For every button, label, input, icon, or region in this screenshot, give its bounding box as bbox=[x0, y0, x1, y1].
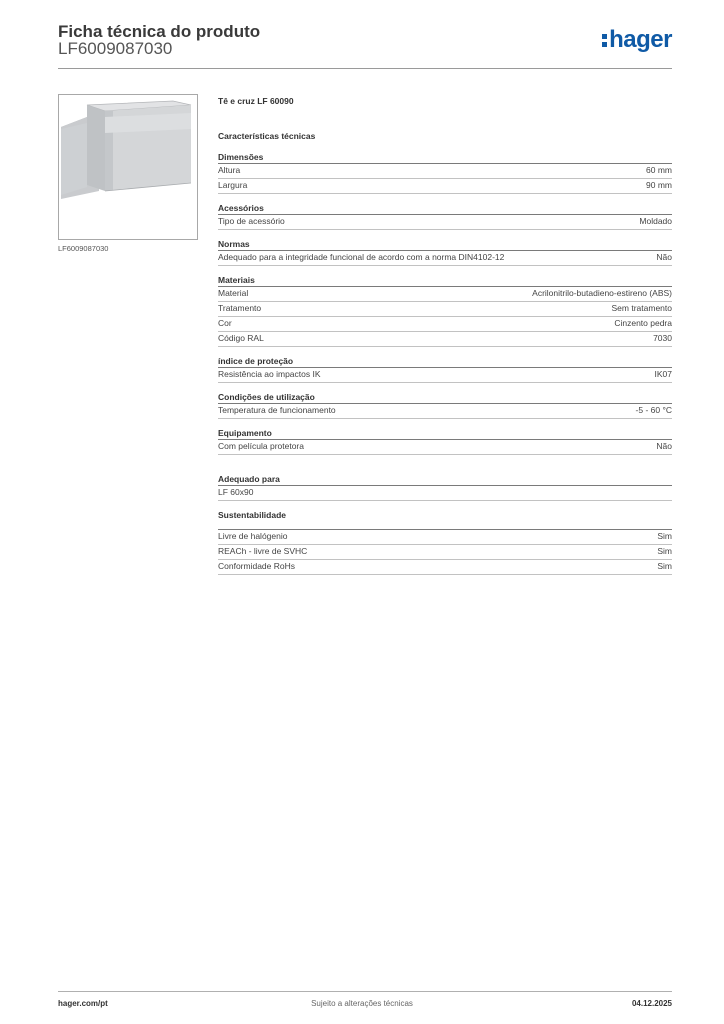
section-indice-protecao bbox=[218, 355, 672, 383]
section-title: Adequado para bbox=[218, 474, 280, 484]
row-value: Sim bbox=[657, 561, 672, 571]
row-label: Adequado para a integridade funcional de acordo com a norma DIN4102-12 bbox=[218, 252, 505, 262]
row-value: 60 mm bbox=[646, 165, 672, 175]
row-value: Sim bbox=[657, 531, 672, 541]
table-row bbox=[218, 317, 672, 332]
section-dimensoes bbox=[218, 151, 672, 194]
row-label: Largura bbox=[218, 180, 248, 190]
row-value: Acrilonitrilo-butadieno-estireno (ABS) bbox=[532, 288, 672, 298]
table-row bbox=[218, 287, 672, 302]
row-value: -5 - 60 °C bbox=[635, 405, 672, 415]
row-value: Não bbox=[656, 441, 672, 451]
row-label: Cor bbox=[218, 318, 232, 328]
section-title: Equipamento bbox=[218, 428, 272, 438]
table-row bbox=[218, 545, 672, 560]
section-title: Materiais bbox=[218, 275, 255, 285]
section-sustentabilidade bbox=[218, 509, 672, 575]
row-label: Resistência ao impactos IK bbox=[218, 369, 321, 379]
section-title: índice de proteção bbox=[218, 356, 294, 366]
table-row bbox=[218, 332, 672, 347]
row-value: Cinzento pedra bbox=[614, 318, 672, 328]
row-label: Material bbox=[218, 288, 249, 298]
row-label: Temperatura de funcionamento bbox=[218, 405, 336, 415]
row-value: Sem tratamento bbox=[611, 303, 672, 313]
product-code: LF6009087030 bbox=[58, 39, 173, 58]
section-title: Acessórios bbox=[218, 203, 264, 213]
row-value: IK07 bbox=[654, 369, 672, 379]
table-row bbox=[218, 368, 672, 383]
page-header bbox=[58, 22, 672, 68]
table-row bbox=[218, 530, 672, 545]
footer-notice: Sujeito a alterações técnicas bbox=[311, 999, 413, 1008]
row-label: REACh - livre de SVHC bbox=[218, 546, 308, 556]
footer-date: 04.12.2025 bbox=[631, 999, 672, 1008]
page-title: Ficha técnica do produto bbox=[58, 22, 261, 41]
table-row bbox=[218, 215, 672, 230]
table-row bbox=[218, 302, 672, 317]
header-divider bbox=[58, 68, 672, 69]
row-value: 90 mm bbox=[646, 180, 672, 190]
section-adequado-para bbox=[218, 473, 672, 501]
section-condicoes-utilizacao bbox=[218, 391, 672, 419]
row-label: Altura bbox=[218, 165, 241, 175]
table-row bbox=[218, 560, 672, 575]
characteristics-title: Características técnicas bbox=[218, 131, 316, 141]
row-label: Com película protetora bbox=[218, 441, 304, 451]
logo-dots-icon bbox=[602, 34, 608, 50]
table-row bbox=[218, 404, 672, 419]
row-value: 7030 bbox=[653, 333, 672, 343]
table-row bbox=[218, 164, 672, 179]
tee-fitting-icon bbox=[59, 95, 197, 239]
hager-logo bbox=[602, 26, 672, 54]
table-row bbox=[218, 486, 672, 501]
table-row bbox=[218, 440, 672, 455]
row-label: Conformidade RoHs bbox=[218, 561, 296, 571]
table-row bbox=[218, 179, 672, 194]
image-caption: LF6009087030 bbox=[58, 244, 109, 253]
section-title: Sustentabilidade bbox=[218, 510, 287, 520]
spec-table bbox=[218, 94, 672, 575]
row-label: Código RAL bbox=[218, 333, 264, 343]
logo-text: hager bbox=[609, 26, 672, 53]
section-title: Condições de utilização bbox=[218, 392, 315, 402]
product-name: Tê e cruz LF 60090 bbox=[218, 96, 294, 106]
row-value: Não bbox=[656, 252, 672, 262]
row-label: Tipo de acessório bbox=[218, 216, 285, 226]
row-value: Sim bbox=[657, 546, 672, 556]
row-label: LF 60x90 bbox=[218, 487, 254, 497]
product-image bbox=[58, 94, 198, 240]
section-acessorios bbox=[218, 202, 672, 230]
footer-divider bbox=[58, 991, 672, 992]
footer-website-link[interactable]: hager.com/pt bbox=[58, 999, 108, 1008]
row-value: Moldado bbox=[639, 216, 672, 226]
section-materiais bbox=[218, 274, 672, 347]
section-title: Normas bbox=[218, 239, 250, 249]
row-label: Livre de halógenio bbox=[218, 531, 288, 541]
table-row bbox=[218, 251, 672, 266]
row-label: Tratamento bbox=[218, 303, 262, 313]
section-title: Dimensões bbox=[218, 152, 264, 162]
section-normas bbox=[218, 238, 672, 266]
section-equipamento bbox=[218, 427, 672, 455]
